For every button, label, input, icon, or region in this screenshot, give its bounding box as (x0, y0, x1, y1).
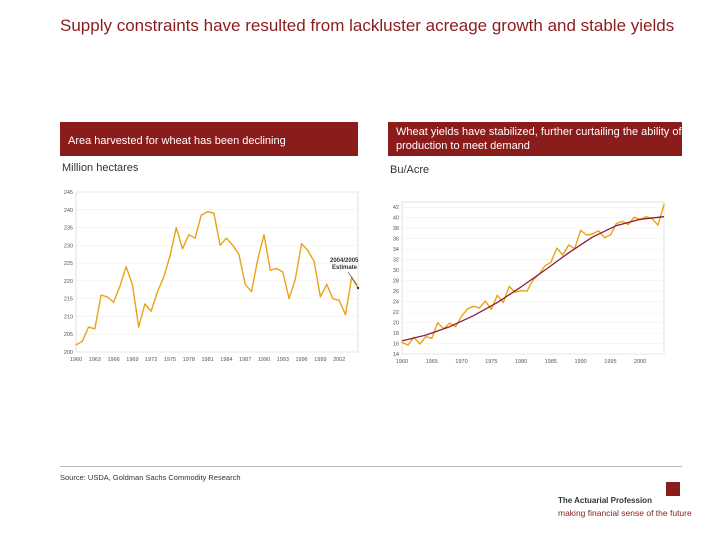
series-line (76, 212, 358, 345)
x-tick-label: 1970 (455, 359, 468, 365)
y-tick-label: 20 (392, 320, 399, 327)
data-point (270, 270, 271, 271)
data-point (467, 308, 468, 309)
x-tick-label: 1993 (276, 357, 289, 363)
data-point (182, 248, 183, 249)
data-point (295, 279, 296, 280)
data-point (238, 254, 239, 255)
data-point (580, 230, 581, 231)
data-point (568, 244, 569, 245)
data-point (288, 298, 289, 299)
x-tick-label: 1999 (314, 357, 327, 363)
y-tick-label: 22 (392, 310, 399, 317)
annotation-label-line2: Estimate (332, 265, 358, 271)
data-point (646, 216, 647, 217)
data-point (307, 250, 308, 251)
data-point (520, 290, 521, 291)
series-line (402, 205, 664, 346)
data-point (610, 234, 611, 235)
data-point (634, 217, 635, 218)
y-tick-label: 220 (63, 278, 73, 285)
y-tick-label: 40 (392, 215, 399, 222)
x-tick-label: 1987 (239, 357, 252, 363)
data-point (220, 245, 221, 246)
y-tick-label: 16 (392, 341, 399, 348)
y-tick-label: 36 (392, 236, 399, 243)
y-tick-label: 235 (63, 225, 73, 232)
data-point (425, 336, 426, 337)
data-point (132, 284, 133, 285)
y-tick-label: 38 (392, 226, 399, 233)
data-point (75, 344, 76, 345)
x-tick-label: 1963 (88, 357, 101, 363)
data-point (604, 237, 605, 238)
wheat-yield-chart (388, 196, 672, 368)
data-point (257, 259, 258, 260)
data-point (562, 254, 563, 255)
data-point (586, 234, 587, 235)
right-chart-unit-label: Bu/Acre (390, 164, 430, 176)
data-point (663, 204, 664, 205)
data-point (497, 295, 498, 296)
data-point (479, 307, 480, 308)
data-point (544, 265, 545, 266)
data-point (188, 234, 189, 235)
data-point (282, 271, 283, 272)
data-point (320, 296, 321, 297)
x-tick-label: 1966 (107, 357, 120, 363)
data-point (151, 311, 152, 312)
y-tick-label: 42 (392, 205, 399, 212)
x-tick-label: 1981 (201, 357, 214, 363)
x-tick-label: 1990 (574, 359, 587, 365)
x-tick-label: 1990 (257, 357, 271, 363)
data-point (232, 245, 233, 246)
area-harvested-chart (58, 186, 358, 370)
x-tick-label: 1960 (69, 357, 83, 363)
annotation-arrow (348, 272, 357, 285)
annotation-label-line1: 2004/2005 (330, 258, 359, 264)
x-tick-label: 1965 (425, 359, 438, 365)
data-point (526, 291, 527, 292)
x-tick-label: 1995 (604, 359, 617, 365)
data-point (314, 261, 315, 262)
data-point (509, 286, 510, 287)
data-point (157, 291, 158, 292)
left-chart-unit-label: Million hectares (62, 162, 139, 174)
data-point (455, 326, 456, 327)
data-point (119, 286, 120, 287)
y-tick-label: 30 (392, 268, 399, 275)
x-tick-label: 2002 (333, 357, 346, 363)
data-point (332, 298, 333, 299)
data-point (176, 227, 177, 228)
data-point (138, 327, 139, 328)
data-point (616, 223, 617, 224)
y-tick-label: 210 (63, 314, 73, 321)
source-note: Source: USDA, Goldman Sachs Commodity Research (60, 473, 241, 482)
data-point (207, 211, 208, 212)
data-point (169, 255, 170, 256)
data-point (263, 234, 264, 235)
data-point (556, 248, 557, 249)
x-tick-label: 1975 (485, 359, 498, 365)
x-tick-label: 1984 (220, 357, 233, 363)
data-point (144, 303, 145, 304)
y-tick-label: 230 (63, 243, 73, 250)
annotation-point (357, 287, 359, 289)
data-point (598, 230, 599, 231)
x-tick-label: 1985 (544, 359, 557, 365)
logo-name: The Actuarial Profession (558, 496, 652, 505)
data-point (419, 343, 420, 344)
y-tick-label: 24 (392, 299, 399, 306)
data-point (550, 262, 551, 263)
x-tick-label: 1972 (145, 357, 158, 363)
data-point (491, 309, 492, 310)
logo-tagline: making financial sense of the future (558, 508, 692, 518)
data-point (592, 233, 593, 234)
y-tick-label: 245 (63, 190, 73, 196)
data-point (431, 338, 432, 339)
data-point (82, 341, 83, 342)
x-tick-label: 1969 (126, 357, 139, 363)
y-tick-label: 34 (392, 247, 399, 254)
y-tick-label: 200 (63, 350, 73, 356)
right-chart-banner: Wheat yields have stabilized, further curtailing the ability of production to meet demand (388, 122, 682, 156)
y-tick-label: 14 (392, 352, 399, 358)
x-tick-label: 1975 (163, 357, 177, 363)
data-point (194, 238, 195, 239)
data-point (345, 314, 346, 315)
data-point (407, 344, 408, 345)
data-point (201, 215, 202, 216)
data-point (245, 284, 246, 285)
data-point (226, 238, 227, 239)
data-point (503, 302, 504, 303)
x-tick-label: 2000 (634, 359, 647, 365)
trend-line (402, 217, 664, 341)
data-point (485, 300, 486, 301)
data-point (88, 327, 89, 328)
x-tick-label: 1996 (295, 357, 308, 363)
data-point (301, 243, 302, 244)
page-title: Supply constraints have resulted from lackluster acreage growth and stable yields (60, 16, 675, 35)
data-point (126, 266, 127, 267)
data-point (100, 295, 101, 296)
data-point (163, 277, 164, 278)
data-point (622, 221, 623, 222)
data-point (449, 322, 450, 323)
y-tick-label: 205 (63, 332, 73, 339)
data-point (339, 300, 340, 301)
data-point (628, 224, 629, 225)
y-tick-label: 26 (392, 289, 399, 296)
data-point (251, 291, 252, 292)
data-point (461, 316, 462, 317)
x-tick-label: 1960 (395, 359, 409, 365)
footer-divider (60, 466, 682, 467)
y-tick-label: 225 (63, 261, 73, 268)
y-tick-label: 28 (392, 278, 399, 285)
x-tick-label: 1980 (514, 359, 528, 365)
y-tick-label: 32 (392, 257, 399, 264)
left-chart-banner: Area harvested for wheat has been declining (60, 122, 358, 156)
data-point (213, 213, 214, 214)
data-point (94, 328, 95, 329)
x-tick-label: 1978 (182, 357, 195, 363)
data-point (276, 268, 277, 269)
data-point (473, 306, 474, 307)
y-tick-label: 18 (392, 331, 399, 338)
data-point (532, 279, 533, 280)
data-point (107, 296, 108, 297)
data-point (326, 284, 327, 285)
data-point (113, 302, 114, 303)
data-point (657, 224, 658, 225)
y-tick-label: 215 (63, 296, 73, 303)
data-point (401, 342, 402, 343)
data-point (437, 322, 438, 323)
y-tick-label: 240 (63, 207, 73, 214)
logo-square-icon (666, 482, 680, 496)
